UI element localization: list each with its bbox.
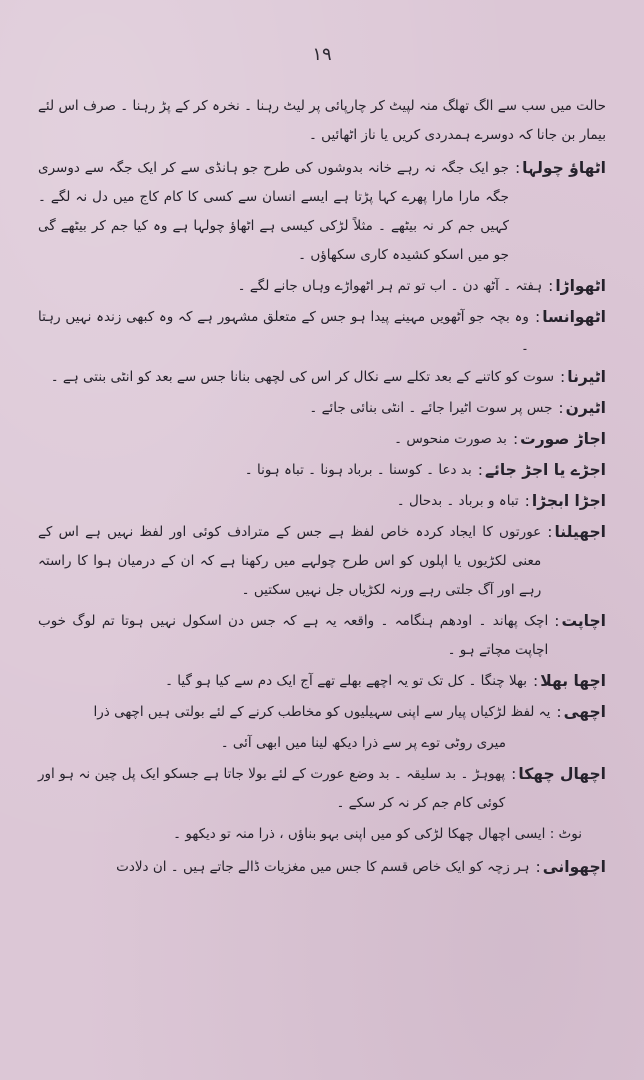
dictionary-entry xyxy=(38,607,606,665)
intro-paragraph: حالت میں سب سے الگ تھلگ منہ لپیٹ کر چارپائی پر لیٹ رہنا ۔ نخرہ کر کے پڑ رہنا ۔ صرف اس لئے بیمار بن جانا کہ دوسرے ہمدردی کریں یا ناز اٹھائیں ۔ xyxy=(38,98,606,143)
entry-definition: سوت کو کاتنے کے بعد تکلے سے نکال کر اس کی لچھی بنانا جس سے بعد کو انٹی بنتی ہے ۔ xyxy=(50,369,555,385)
entry-definition: ہفتہ ۔ آٹھ دن ۔ اب تو تم ہر اٹھواڑے وہاں جانے لگے ۔ xyxy=(237,278,543,294)
example-line: میری روٹی توے پر سے ذرا دیکھ لینا میں ابھی آئی ۔ xyxy=(220,735,506,751)
entry-headword: اٹیرن: xyxy=(558,399,606,417)
entry-definition: پھوہڑ ۔ بد سلیقہ ۔ بد وضع عورت کے لئے بولا جاتا ہے جسکو ایک پل چین نہ ہو اور کوئی کام جم کر نہ کر سکے ۔ xyxy=(38,766,506,811)
entry-headword: اچھال چھکا: xyxy=(511,765,606,783)
dictionary-entry xyxy=(38,456,606,485)
entry-definition: وہ بچہ جو آٹھویں مہینے پیدا ہو جس کے متعلق مشہور ہے کہ وہ کبھی زندہ نہیں رہتا ۔ xyxy=(38,309,529,354)
entry-headword: اجاڑ صورت: xyxy=(512,430,606,448)
entry-headword: اٹھاؤ چولہا: xyxy=(514,159,606,177)
dictionary-entry xyxy=(38,698,606,727)
entry-definition: عورتوں کا ایجاد کردہ خاص لفظ ہے جس کے مترادف کوئی اور لفظ نہیں ہے اس کے معنی لکڑیوں یا اپلوں کو اس طرح چولہے میں رکھنا ہے کہ ان کے درمیان ہوا کا راستہ رہے اور آگ جلتی رہے ورنہ لکڑیاں جل نہیں سکتیں ۔ xyxy=(38,524,542,598)
entry-headword: اٹھواڑا: xyxy=(548,277,606,295)
entry-definition: ہر زچہ کو ایک خاص قسم کا جس میں مغزیات ڈالے جاتے ہیں ۔ ان دلادت xyxy=(116,859,530,875)
dictionary-entry xyxy=(38,272,606,301)
dictionary-text xyxy=(38,92,606,1062)
entry-headword: اٹیرنا: xyxy=(560,368,606,386)
entry-definition: بد صورت منحوس ۔ xyxy=(394,431,507,447)
dictionary-entry xyxy=(38,667,606,696)
entry-headword: اچھا بھلا: xyxy=(533,672,606,690)
entry-definition: بھلا چنگا ۔ کل تک تو یہ اچھے بھلے تھے آج ایک دم سے کیا ہو گیا ۔ xyxy=(165,673,527,689)
entry-headword: اٹھوانسا: xyxy=(534,308,606,326)
dictionary-entry xyxy=(38,394,606,423)
dictionary-entry xyxy=(38,853,606,882)
dictionary-entry xyxy=(38,487,606,516)
dictionary-entry xyxy=(38,363,606,392)
page-number: ۱۹ xyxy=(312,44,332,65)
entry-headword: اچھوانی: xyxy=(535,858,606,876)
entry-headword: اجڑا ابجڑا: xyxy=(524,492,606,510)
dictionary-entry xyxy=(38,154,606,270)
dictionary-entry xyxy=(38,760,606,818)
entry-headword: اچاپت: xyxy=(554,612,606,630)
usage-note: نوٹ : ایسی اچھال چھکا لڑکی کو میں اپنی بہو بناؤں ، ذرا منہ تو دیکھو ۔ xyxy=(173,826,582,842)
entry-definition: یہ لفظ لڑکیاں پیار سے اپنی سہیلیوں کو مخاطب کرنے کے لئے بولتی ہیں اچھی ذرا xyxy=(93,704,551,720)
dictionary-entry xyxy=(38,518,606,605)
dictionary-entry xyxy=(38,425,606,454)
entry-definition: تباہ و برباد ۔ بدحال ۔ xyxy=(396,493,519,509)
entry-definition: اچک پھاند ۔ اودھم ہنگامہ ۔ واقعہ یہ ہے کہ جس دن اسکول نہیں ہوتا تم لوگ خوب اچاپت مچاتے ہو ۔ xyxy=(38,613,549,658)
entry-definition: جو ایک جگہ نہ رہے خانہ بدوشوں کی طرح جو ہانڈی سے کر ایک جگہ سے دوسری جگہ مارا مارا پھرے کہا پڑتا ہے ایسے انسان سے کسی کا کام کاج میں دل نہ لگے ۔ کہیں جم کر نہ بیٹھے ۔ مثلاً لڑکی کیسی ہے اٹھاؤ چولہا ہے وہ کیا جم کر بیٹھے گی جو میں اسکو کشیدہ کاری سکھاؤں ۔ xyxy=(38,160,509,263)
dictionary-entry xyxy=(38,303,606,361)
entry-headword: اچھی: xyxy=(556,703,606,721)
entry-definition: بد دعا ۔ کوسنا ۔ برباد ہونا ۔ تباہ ہونا ۔ xyxy=(244,462,472,478)
entry-definition: جس پر سوت اٹیرا جائے ۔ انٹی بنائی جائے ۔ xyxy=(309,400,553,416)
entry-headword: اجھیلنا: xyxy=(547,523,606,541)
entry-headword: اجڑے یا اجڑ جائے: xyxy=(477,461,606,479)
